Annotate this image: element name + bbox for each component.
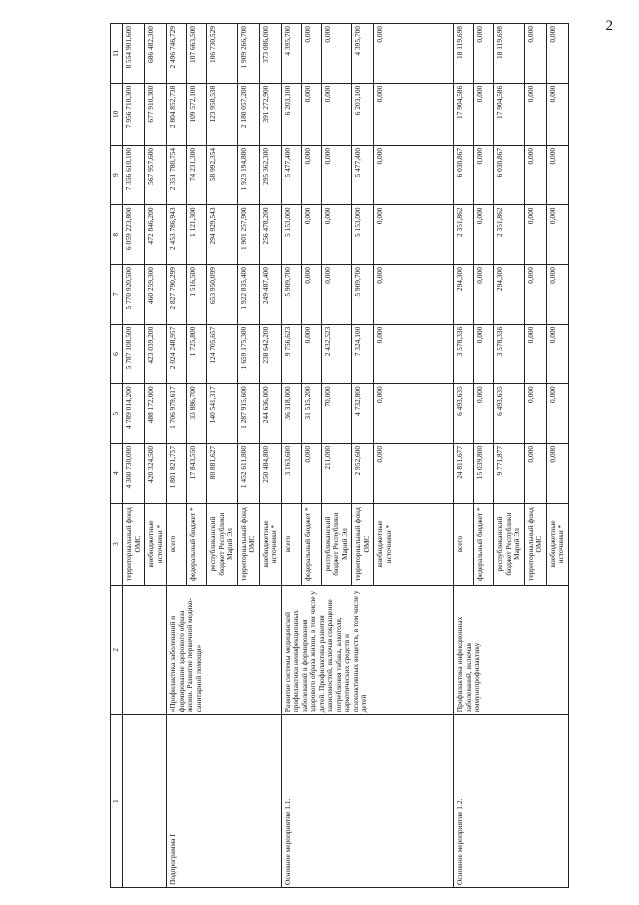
amount-cell: 2 024 248,957 (167, 324, 187, 384)
table-row (123, 24, 145, 888)
amount-cell: 211,000 (321, 443, 352, 503)
header-cell: 5 (111, 384, 123, 444)
funding-source: республиканский бюджет Республики Марий Эл (494, 503, 525, 585)
amount-cell: 653 950,099 (207, 265, 238, 325)
header-cell: 4 (111, 443, 123, 503)
funding-source: внебюджетные источники * (374, 503, 454, 585)
amount-cell: 6 493,635 (494, 384, 525, 444)
amount-cell: 0,000 (546, 324, 568, 384)
amount-cell: 2 952,600 (352, 443, 374, 503)
table-row (454, 24, 474, 888)
continuation-cell (123, 715, 145, 888)
funding-table (110, 23, 569, 888)
amount-cell: 9 756,623 (281, 324, 301, 384)
amount-cell: 0,000 (321, 205, 352, 265)
funding-source: всего (281, 503, 301, 585)
amount-cell: 0,000 (474, 324, 494, 384)
continuation-cell (145, 715, 167, 888)
amount-cell: 4 732,800 (352, 384, 374, 444)
amount-cell: 238 642,200 (259, 324, 281, 384)
funding-source: всего (454, 503, 474, 585)
amount-cell: 6 203,100 (281, 83, 301, 145)
amount-cell: 5 909,700 (352, 265, 374, 325)
header-cell: 8 (111, 205, 123, 265)
amount-cell: 5 153,000 (352, 205, 374, 265)
amount-cell: 3 578,336 (494, 324, 525, 384)
amount-cell: 677 910,300 (145, 83, 167, 145)
amount-cell: 2 453 786,943 (167, 205, 187, 265)
amount-cell: 106 730,529 (207, 24, 238, 84)
table-body (123, 24, 569, 888)
program-title: Развитие системы медицинской профилактики неинфекционных заболеваний и формирования здорового образа жизни, в том числе у детей. Профилактика развития зависимостей, включая сокращение потребления табака, алкоголя, наркотических средств и психоактивных веществ, в том числе у детей (281, 585, 454, 715)
amount-cell: 0,000 (301, 205, 321, 265)
header-cell: 9 (111, 145, 123, 205)
amount-cell: 123 950,538 (207, 83, 238, 145)
amount-cell: 8 554 901,600 (123, 24, 145, 84)
amount-cell: 373 086,000 (259, 24, 281, 84)
amount-cell: 0,000 (374, 205, 454, 265)
funding-source: внебюджетные источники * (259, 503, 281, 585)
amount-cell: 244 636,000 (259, 384, 281, 444)
amount-cell: 0,000 (374, 265, 454, 325)
funding-source: всего (167, 503, 187, 585)
continuation-cell (123, 585, 145, 715)
amount-cell: 0,000 (301, 265, 321, 325)
amount-cell: 5 153,000 (281, 205, 301, 265)
amount-cell: 0,000 (374, 83, 454, 145)
amount-cell: 249 487,400 (259, 265, 281, 325)
amount-cell: 0,000 (474, 205, 494, 265)
amount-cell: 17 904,586 (494, 83, 525, 145)
amount-cell: 2 827 790,299 (167, 265, 187, 325)
amount-cell: 18 119,698 (494, 24, 525, 84)
amount-cell: 0,000 (546, 145, 568, 205)
funding-source: внебюджетные источники * (145, 503, 167, 585)
amount-cell: 1 909 266,700 (237, 24, 259, 84)
amount-cell: 18 119,698 (454, 24, 474, 84)
header-cell: 6 (111, 324, 123, 384)
funding-source: территориальный фонд ОМС (237, 503, 259, 585)
amount-cell: 0,000 (321, 83, 352, 145)
header-cell: 11 (111, 24, 123, 84)
funding-source: внебюджетные источники * (546, 503, 568, 585)
table-row (167, 24, 187, 888)
amount-cell: 2 496 746,729 (167, 24, 187, 84)
amount-cell: 6 030,867 (454, 145, 474, 205)
program-code: Подпрограмма I (167, 715, 282, 888)
funding-source: федеральный бюджет * (474, 503, 494, 585)
amount-cell: 294,300 (454, 265, 474, 325)
amount-cell: 420 324,500 (145, 443, 167, 503)
program-code: Основное мероприятие 1.1. (281, 715, 454, 888)
amount-cell: 80 881,627 (207, 443, 238, 503)
amount-cell: 0,000 (301, 83, 321, 145)
amount-cell: 74 231,300 (187, 145, 207, 205)
funding-source: территориальный фонд ОМС (123, 503, 145, 585)
amount-cell: 6 493,635 (454, 384, 474, 444)
amount-cell: 7 956 710,300 (123, 83, 145, 145)
program-title: Профилактика инфекционных заболеваний, включая иммунопрофилактику (454, 585, 569, 715)
amount-cell: 6 030,867 (494, 145, 525, 205)
amount-cell: 1 706 979,617 (167, 384, 187, 444)
amount-cell: 2 351 780,754 (167, 145, 187, 205)
amount-cell: 294,300 (494, 265, 525, 325)
amount-cell: 0,000 (524, 265, 546, 325)
amount-cell: 0,000 (374, 443, 454, 503)
header-cell: 3 (111, 503, 123, 585)
amount-cell: 0,000 (524, 443, 546, 503)
amount-cell: 6 203,100 (352, 83, 374, 145)
amount-cell: 5 770 920,500 (123, 265, 145, 325)
header-cell: 2 (111, 585, 123, 715)
funding-source: территориальный фонд ОМС (352, 503, 374, 585)
amount-cell: 3 163,600 (281, 443, 301, 503)
amount-cell: 0,000 (321, 265, 352, 325)
header-cell: 1 (111, 715, 123, 888)
amount-cell: 567 957,600 (145, 145, 167, 205)
table-row (145, 24, 167, 888)
amount-cell: 0,000 (546, 83, 568, 145)
amount-cell: 5 477,400 (352, 145, 374, 205)
amount-cell: 472 846,200 (145, 205, 167, 265)
amount-cell: 17 843,550 (187, 443, 207, 503)
amount-cell: 0,000 (474, 24, 494, 84)
amount-cell: 0,000 (524, 324, 546, 384)
amount-cell: 0,000 (321, 145, 352, 205)
amount-cell: 2 351,862 (494, 205, 525, 265)
amount-cell: 1 452 611,800 (237, 443, 259, 503)
amount-cell: 0,000 (474, 145, 494, 205)
amount-cell: 5 787 108,500 (123, 324, 145, 384)
amount-cell: 140 541,317 (207, 384, 238, 444)
table-row (281, 24, 301, 888)
funding-source: федеральный бюджет * (187, 503, 207, 585)
amount-cell: 4 300 730,000 (123, 443, 145, 503)
amount-cell: 1 516,500 (187, 265, 207, 325)
amount-cell: 250 484,800 (259, 443, 281, 503)
amount-cell: 1 923 194,800 (237, 145, 259, 205)
amount-cell: 294 929,543 (207, 205, 238, 265)
page-number: 2 (605, 18, 613, 34)
amount-cell: 0,000 (301, 443, 321, 503)
amount-cell: 0,000 (524, 205, 546, 265)
amount-cell: 70,000 (321, 384, 352, 444)
amount-cell: 1 922 835,400 (237, 265, 259, 325)
amount-cell: 0,000 (546, 205, 568, 265)
amount-cell: 31 515,200 (301, 384, 321, 444)
amount-cell: 1 287 915,600 (237, 384, 259, 444)
amount-cell: 109 572,100 (187, 83, 207, 145)
header-cell: 7 (111, 265, 123, 325)
amount-cell: 0,000 (301, 145, 321, 205)
amount-cell: 686 482,300 (145, 24, 167, 84)
header-row (111, 24, 123, 888)
amount-cell: 1 901 257,900 (237, 205, 259, 265)
amount-cell: 0,000 (546, 384, 568, 444)
amount-cell: 2 351,862 (454, 205, 474, 265)
amount-cell: 0,000 (524, 24, 546, 84)
amount-cell: 0,000 (374, 384, 454, 444)
amount-cell: 5 909,700 (281, 265, 301, 325)
amount-cell: 0,000 (546, 265, 568, 325)
amount-cell: 0,000 (546, 24, 568, 84)
amount-cell: 0,000 (524, 83, 546, 145)
amount-cell: 2 180 057,200 (237, 83, 259, 145)
amount-cell: 423 039,200 (145, 324, 167, 384)
amount-cell: 7 356 610,100 (123, 145, 145, 205)
amount-cell: 391 272,900 (259, 83, 281, 145)
amount-cell: 0,000 (374, 324, 454, 384)
amount-cell: 58 992,354 (207, 145, 238, 205)
amount-cell: 2 804 852,738 (167, 83, 187, 145)
header-cell: 10 (111, 83, 123, 145)
funding-source: территориальный фонд ОМС (524, 503, 546, 585)
amount-cell: 0,000 (321, 24, 352, 84)
amount-cell: 9 771,877 (494, 443, 525, 503)
amount-cell: 0,000 (524, 145, 546, 205)
amount-cell: 488 172,000 (145, 384, 167, 444)
funding-source: республиканский бюджет Республики Марий Эл (321, 503, 352, 585)
amount-cell: 15 039,800 (474, 443, 494, 503)
amount-cell: 1 121,300 (187, 205, 207, 265)
amount-cell: 1 801 821,757 (167, 443, 187, 503)
amount-cell: 24 811,677 (454, 443, 474, 503)
amount-cell: 0,000 (474, 384, 494, 444)
amount-cell: 256 478,200 (259, 205, 281, 265)
amount-cell: 0,000 (301, 24, 321, 84)
amount-cell: 4 395,700 (281, 24, 301, 84)
amount-cell: 124 705,657 (207, 324, 238, 384)
amount-cell: 5 477,400 (281, 145, 301, 205)
amount-cell: 0,000 (524, 384, 546, 444)
amount-cell: 4 789 014,200 (123, 384, 145, 444)
amount-cell: 4 395,700 (352, 24, 374, 84)
amount-cell: 0,000 (474, 265, 494, 325)
program-title: «Профилактика заболеваний и формирование здорового образа жизни. Развитие первичной медико-санитарной помощи» (167, 585, 282, 715)
funding-source: республиканский бюджет Республики Марий Эл (207, 503, 238, 585)
amount-cell: 3 578,336 (454, 324, 474, 384)
amount-cell: 33 886,700 (187, 384, 207, 444)
amount-cell: 1 659 175,300 (237, 324, 259, 384)
amount-cell: 0,000 (546, 443, 568, 503)
amount-cell: 295 362,300 (259, 145, 281, 205)
amount-cell: 0,000 (301, 324, 321, 384)
amount-cell: 17 904,586 (454, 83, 474, 145)
amount-cell: 36 318,000 (281, 384, 301, 444)
amount-cell: 107 663,500 (187, 24, 207, 84)
amount-cell: 2 432,523 (321, 324, 352, 384)
amount-cell: 0,000 (374, 24, 454, 84)
amount-cell: 6 059 223,800 (123, 205, 145, 265)
continuation-cell (145, 585, 167, 715)
amount-cell: 0,000 (474, 83, 494, 145)
amount-cell: 460 259,300 (145, 265, 167, 325)
amount-cell: 1 725,800 (187, 324, 207, 384)
amount-cell: 7 324,100 (352, 324, 374, 384)
rotated-page (110, 23, 625, 888)
program-code: Основное мероприятие 1.2. (454, 715, 569, 888)
amount-cell: 0,000 (374, 145, 454, 205)
funding-source: федеральный бюджет * (301, 503, 321, 585)
